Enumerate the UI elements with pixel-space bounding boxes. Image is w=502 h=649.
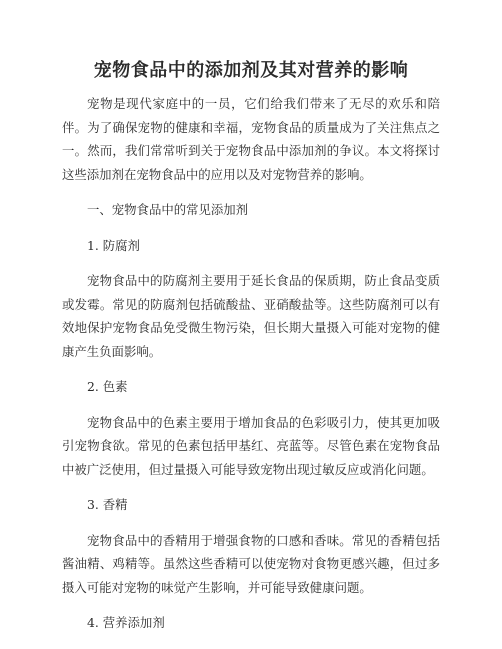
spacer (62, 257, 440, 269)
item-body-colorants: 宠物食品中的色素主要用于增加食品的色彩吸引力，使其更加吸引宠物食欲。常见的色素包括甲基红、亮蓝等。尽管色素在宠物食品中被广泛使用，但过量摄入可能导致宠物出现过敏反应或消化问题。 (62, 414, 440, 477)
item-heading-flavors: 3. 香精 (87, 497, 128, 512)
item-body-preservatives: 宠物食品中的防腐剂主要用于延长食品的保质期，防止食品变质或发霉。常见的防腐剂包括硫酸盐、亚硝酸盐等。这些防腐剂可以有效地保护宠物食品免受微生物污染，但长期大量摄入可能对宠物的健康产生负面影响。 (62, 273, 440, 359)
section-heading: 一、宠物食品中的常见添加剂 (87, 202, 249, 217)
item-heading-preservatives: 1. 防腐剂 (87, 237, 140, 253)
intro-paragraph: 宠物是现代家庭中的一员，它们给我们带来了无尽的欢乐和陪伴。为了确保宠物的健康和幸福，宠物食品的质量成为了关注焦点之一。然而，我们常常听到关于宠物食品中添加剂的争议。本文将探讨这些添加剂在宠物食品中的应用以及对宠物营养的影响。 (62, 96, 440, 182)
spacer (62, 481, 440, 493)
item-heading-colorants: 2. 色素 (87, 379, 128, 394)
spacer (62, 186, 440, 198)
spacer (62, 517, 440, 529)
document-title: 宠物食品中的添加剂及其对营养的影响 (93, 60, 409, 81)
spacer (62, 599, 440, 611)
spacer (62, 363, 440, 375)
item-body-flavors: 宠物食品中的香精用于增强食物的口感和香味。常见的香精包括酱油精、鸡精等。虽然这些香精可以使宠物对食物更感兴趣，但过多摄入可能对宠物的味觉产生影响，并可能导致健康问题。 (62, 532, 440, 595)
item-heading-nutritional-additives: 4. 营养添加剂 (87, 615, 165, 630)
spacer (62, 399, 440, 411)
spacer (62, 222, 440, 234)
